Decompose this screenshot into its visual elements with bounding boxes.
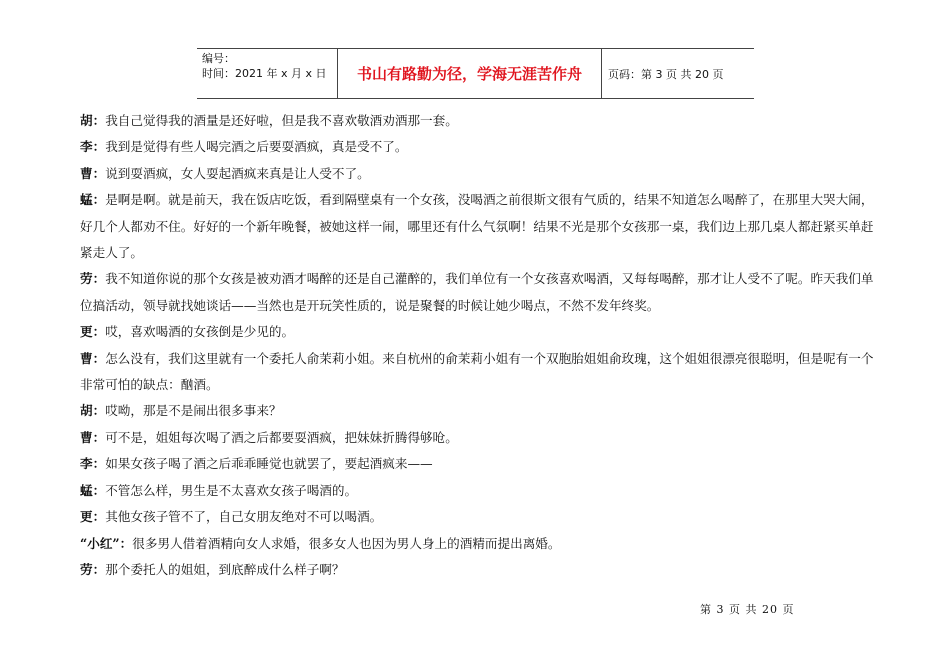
dialogue-line bbox=[80, 134, 880, 160]
dialogue-line bbox=[80, 451, 880, 477]
header-page-info: 页码：第 3 页 共 20 页 bbox=[608, 67, 724, 81]
page-footer: 第 3 页 共 20 页 bbox=[700, 603, 795, 616]
dialogue-text: 我自己觉得我的酒量是还好啦，但是我不喜欢敬酒劝酒那一套。 bbox=[105, 113, 458, 128]
dialogue-line bbox=[80, 161, 880, 187]
speaker-label: 胡： bbox=[80, 403, 106, 419]
dialogue-line bbox=[80, 425, 880, 451]
speaker-label: 曹： bbox=[80, 165, 106, 181]
dialogue-text: 说到耍酒疯，女人耍起酒疯来真是让人受不了。 bbox=[105, 165, 370, 181]
dialogue-text: 很多男人借着酒精向女人求婚，很多女人也因为男人身上的酒精而提出离婚。 bbox=[132, 535, 561, 551]
speaker-label: 蜢： bbox=[80, 482, 106, 498]
dialogue-body bbox=[80, 108, 880, 583]
speaker-label: 更： bbox=[80, 324, 106, 340]
header-time-label: 时间：2021 年 x 月 x 日 bbox=[202, 67, 327, 80]
dialogue-line bbox=[80, 266, 880, 319]
dialogue-text: 怎么没有，我们这里就有一个委托人俞茉莉小姐。来自杭州的俞茉莉小姐有一个双胞胎姐姐俞玫瑰，这个姐姐很漂亮很聪明，但是呢有一个非常可怕的缺点：酗酒。 bbox=[80, 350, 874, 393]
dialogue-text: 可不是，姐姐每次喝了酒之后都要耍酒疯，把妹妹折腾得够呛。 bbox=[105, 429, 458, 445]
speaker-label: 蜢： bbox=[80, 192, 106, 208]
document-header bbox=[197, 48, 754, 99]
dialogue-text: 如果女孩子喝了酒之后乖乖睡觉也就罢了，要起酒疯来—— bbox=[105, 456, 433, 472]
speaker-label: 李： bbox=[80, 139, 106, 155]
dialogue-text: 不管怎么样，男生是不太喜欢女孩子喝酒的。 bbox=[105, 482, 358, 498]
dialogue-text: 哎呦，那是不是闹出很多事来？ bbox=[105, 403, 282, 419]
speaker-label: 胡： bbox=[80, 113, 106, 128]
dialogue-line bbox=[80, 504, 880, 530]
dialogue-line bbox=[80, 108, 880, 134]
speaker-label: 更： bbox=[80, 509, 106, 525]
speaker-label: 李： bbox=[80, 456, 106, 472]
header-motto: 书山有路勤为径，学海无涯苦作舟 bbox=[338, 49, 602, 98]
dialogue-text: 其他女孩子管不了，自己女朋友绝对不可以喝酒。 bbox=[105, 509, 383, 525]
header-number-label: 编号： bbox=[202, 52, 235, 65]
dialogue-line bbox=[80, 478, 880, 504]
dialogue-text: 那个委托人的姐姐，到底醉成什么样子啊？ bbox=[105, 561, 345, 577]
dialogue-text: 我到是觉得有些人喝完酒之后要耍酒疯，真是受不了。 bbox=[105, 139, 408, 155]
dialogue-line bbox=[80, 346, 880, 399]
dialogue-text: 是啊是啊。就是前天，我在饭店吃饭，看到隔壁桌有一个女孩，没喝酒之前很斯文很有气质的，结果不知道怎么喝醉了，在那里大哭大闹，好几个人都劝不住。好好的一个新年晚餐，被她这样一闹，哪里还有什么气氛啊！结果不光是那个女孩那一桌，我们边上那几桌人都赶紧买单赶紧走人了。 bbox=[80, 192, 874, 261]
dialogue-line bbox=[80, 319, 880, 345]
speaker-label: “小红”： bbox=[80, 535, 133, 551]
speaker-label: 曹： bbox=[80, 350, 106, 366]
dialogue-text: 我不知道你说的那个女孩是被劝酒才喝醉的还是自己灌醉的，我们单位有一个女孩喜欢喝酒，又每每喝醉，那才让人受不了呢。昨天我们单位搞活动，领导就找她谈话——当然也是开玩笑性质的，说是聚餐的时候让她少喝点，不然不发年终奖。 bbox=[80, 271, 874, 313]
dialogue-line bbox=[80, 187, 880, 266]
speaker-label: 曹： bbox=[80, 429, 106, 445]
header-meta bbox=[197, 49, 338, 98]
dialogue-text: 哎，喜欢喝酒的女孩倒是少见的。 bbox=[105, 324, 295, 340]
speaker-label: 劳： bbox=[80, 561, 106, 577]
dialogue-line bbox=[80, 531, 880, 557]
dialogue-line bbox=[80, 557, 880, 583]
speaker-label: 劳： bbox=[80, 271, 106, 287]
dialogue-line bbox=[80, 398, 880, 424]
